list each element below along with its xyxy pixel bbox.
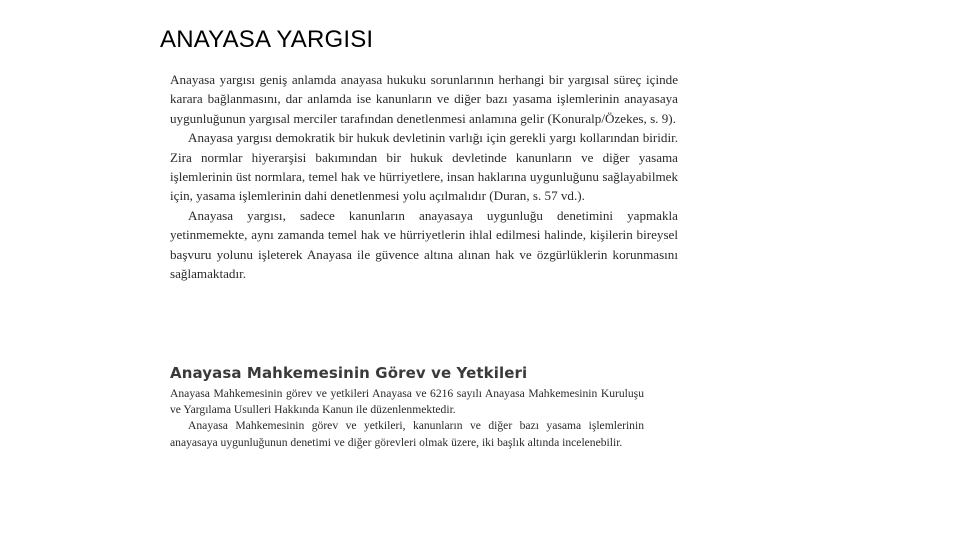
excerpt-paragraph: Anayasa yargısı geniş anlamda anayasa hukuku sorunlarının herhangi bir yargısal süreç içinde karara bağlanmasını, dar anlamda ise kanunların ve diğer bazı yasama işlemlerinin anayasaya uygunluğunun yargısal merciler tarafından denetlenmesi anlamına gelir (Konuralp/Özekes, s. 9). <box>170 72 678 126</box>
scanned-section-excerpt <box>170 364 644 451</box>
scanned-text-excerpt <box>170 70 678 283</box>
excerpt-paragraph: Anayasa yargısı demokratik bir hukuk devletinin varlığı için gerekli yargı kollarından biridir. Zira normlar hiyerarşisi bakımından bir hukuk devletinde kanunların ve diğer yasama işlemlerinin üst normlara, temel hak ve hürriyetlere, insan haklarına uygunluğunu sağlayabilmek için, yasama işlemlerinin dahi denetlenmesi yolu açılmalıdır (Duran, s. 57 vd.). <box>170 130 678 204</box>
slide-title: ANAYASA YARGISI <box>160 26 374 53</box>
section-paragraph: Anayasa Mahkemesinin görev ve yetkileri, kanunların ve diğer bazı yasama işlemlerinin anayasaya uygunluğunun denetimi ve diğer görevleri olmak üzere, iki başlık altında incelenebilir. <box>170 419 644 449</box>
excerpt-paragraph: Anayasa yargısı, sadece kanunların anayasaya uygunluğu denetimini yapmakla yetinmemekte, aynı zamanda temel hak ve hürriyetlerin ihlal edilmesi halinde, kişilerin bireysel başvuru yolunu işleterek Anayasa ile güvence altına alınan hak ve özgürlüklerin korunmasını sağlamaktadır. <box>170 207 678 282</box>
section-heading: Anayasa Mahkemesinin Görev ve Yetkileri <box>170 364 528 382</box>
section-paragraph: Anayasa Mahkemesinin görev ve yetkileri Anayasa ve 6216 sayılı Anayasa Mahkemesinin Kuruluşu ve Yargılama Usulleri Hakkında Kanun ile düzenlenmektedir. <box>170 387 644 417</box>
